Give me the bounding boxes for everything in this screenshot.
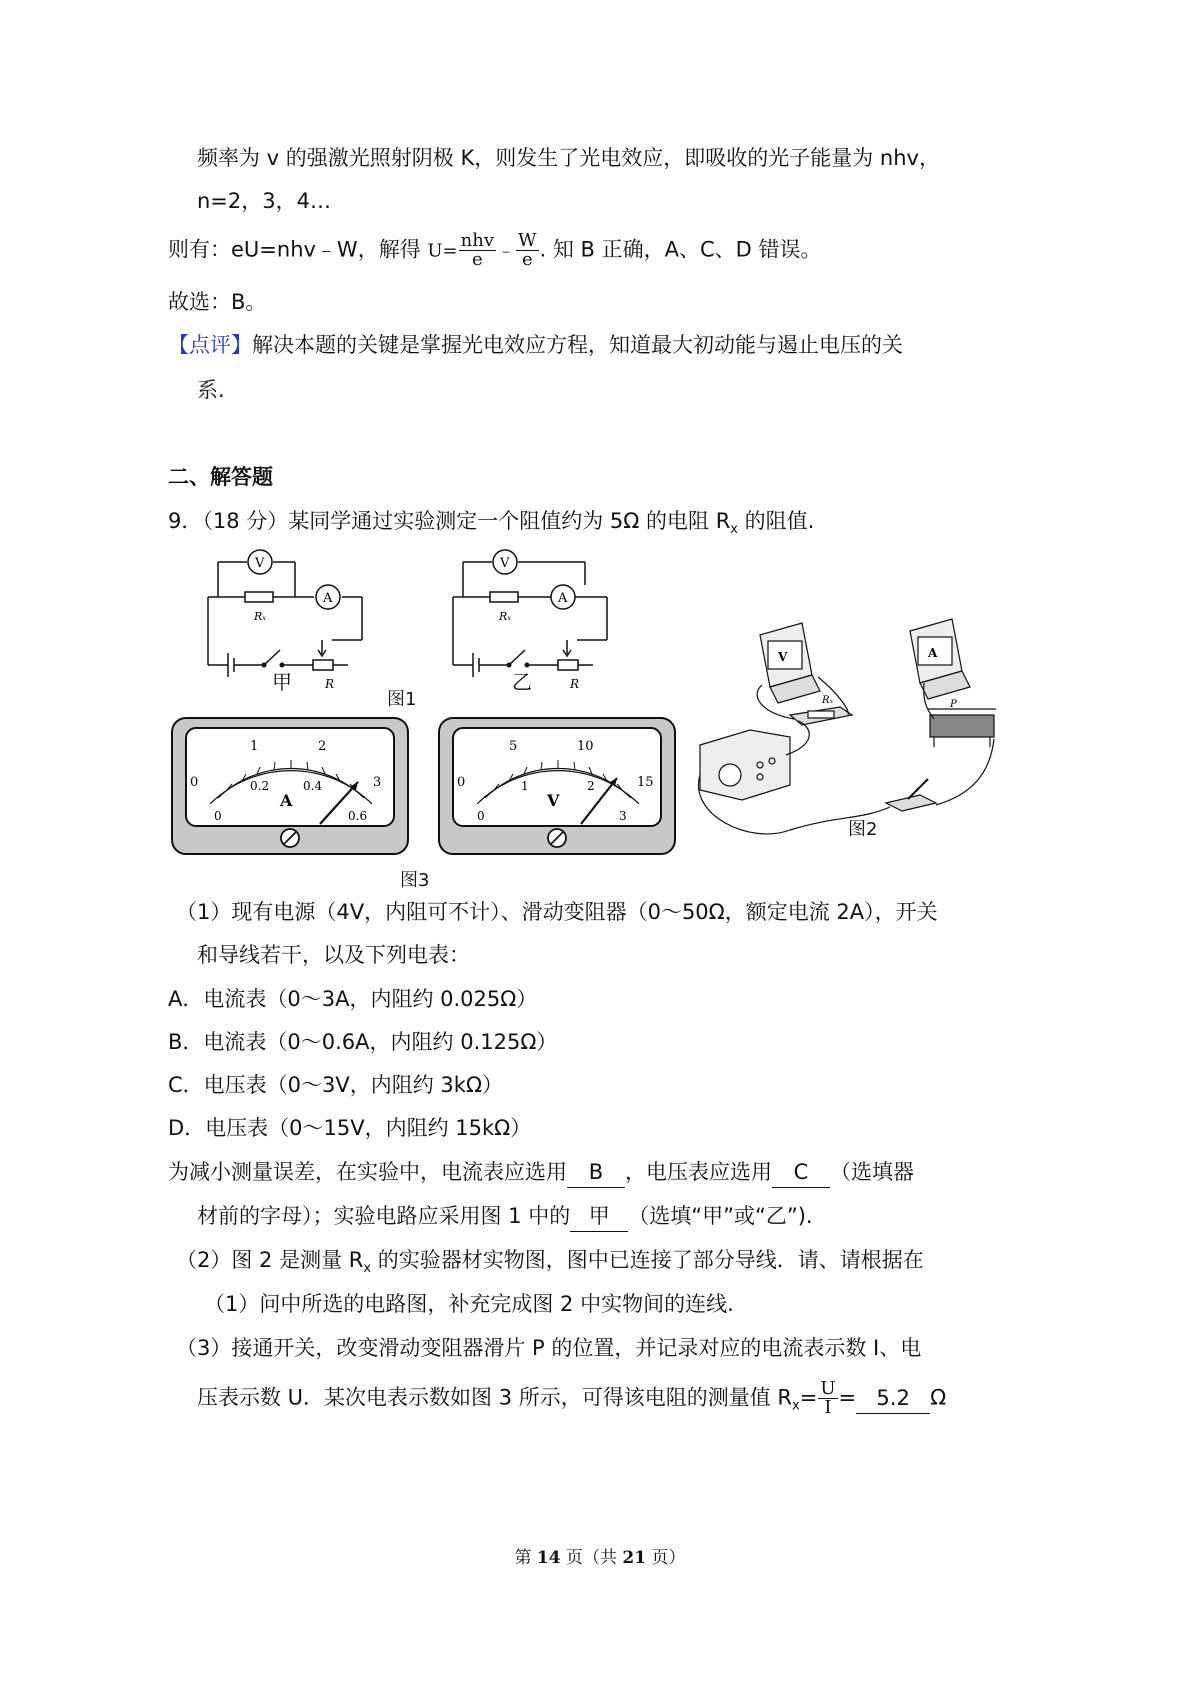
apparatus-resistor-label: Rₓ (822, 695, 834, 706)
text-line: （1）问中所选的电路图，补充完成图 2 中实物间的连线. (204, 1292, 734, 1316)
answer-blank: 甲 (570, 1201, 628, 1232)
comment-line (168, 330, 903, 360)
fraction-numerator: nhv (460, 230, 495, 251)
comment-line: 系. (197, 378, 225, 402)
ammeter-label: A (558, 591, 568, 606)
section-title: 二、解答题 (168, 465, 273, 489)
ammeter-top-tick: 1 (250, 739, 259, 754)
text-line: 频率为 v 的强激光照射阴极 K，则发生了光电效应，即吸收的光子能量为 nhv， (197, 146, 940, 170)
voltmeter-top-tick: 15 (637, 775, 654, 790)
ammeter-bottom-tick: 0 (214, 809, 222, 823)
rheostat-label: R (570, 677, 580, 690)
fraction (516, 232, 539, 269)
ammeter-bottom-tick: 0.4 (303, 779, 323, 793)
ammeter-symbol: A (280, 791, 293, 810)
formula-line (197, 1380, 946, 1422)
ammeter-top-tick: 2 (318, 739, 327, 754)
text-span: 的实验器材实物图，图中已连接了部分导线．请、请根据在 (371, 1248, 924, 1272)
text-span: 材前的字母）；实验电路应采用图 1 中的 (197, 1204, 571, 1228)
option-a: A．电流表（0～3A，内阻约 0.025Ω） (168, 987, 538, 1011)
option-c: C．电压表（0～3V，内阻约 3kΩ） (168, 1073, 503, 1097)
text-span: （选填“甲”或“乙”). (628, 1204, 813, 1228)
fraction-denominator: e (521, 249, 533, 270)
figure-1-caption: 图1 (387, 689, 417, 710)
figure-2-caption: 图2 (848, 819, 878, 840)
formula-line (168, 232, 822, 269)
comment-tag: 【点评】 (168, 333, 252, 357)
text-line: n=2，3，4… (197, 189, 331, 213)
minus-sign: ﹣ (497, 240, 516, 262)
footer-text: 页） (646, 1548, 686, 1568)
answer-blank: 5.2 (856, 1383, 930, 1414)
ammeter-top-tick: 3 (373, 775, 382, 790)
ammeter-bottom-tick: 0.2 (250, 779, 270, 793)
formula-u: U= (427, 240, 458, 262)
text-span: . 知 B 正确，A、C、D 错误。 (539, 237, 822, 262)
figure-3-caption: 图3 (400, 870, 430, 891)
ammeter-dial (170, 716, 410, 860)
voltmeter-top-tick: 0 (457, 775, 466, 790)
voltmeter-bottom-tick: 1 (521, 779, 529, 793)
footer-text: 第 (514, 1548, 537, 1568)
option-d: D．电压表（0～15V，内阻约 15kΩ） (168, 1116, 532, 1140)
page-footer (0, 1543, 1200, 1568)
voltmeter-top-tick: 10 (577, 739, 594, 754)
subscript: x (730, 522, 738, 538)
ammeter-bottom-tick: 0.6 (348, 809, 368, 823)
text-span: ，电压表应选用 (625, 1160, 772, 1184)
resistor-label: Rₓ (499, 610, 512, 623)
voltmeter-bottom-tick: 2 (587, 779, 595, 793)
text-line: （3）接通开关，改变滑动变阻器滑片 P 的位置，并记录对应的电流表示数 I、电 (176, 1336, 922, 1360)
ammeter-label: A (323, 591, 333, 606)
apparatus-ammeter-label: A (928, 646, 938, 660)
ammeter-top-tick: 0 (190, 775, 199, 790)
fill-line (197, 1201, 813, 1232)
text-span: （选填器 (830, 1160, 914, 1184)
fraction-numerator: U (820, 1378, 836, 1399)
text-span: 的阻值. (737, 509, 815, 533)
page-number: 14 (536, 1548, 561, 1568)
footer-text: 页（共 (560, 1548, 623, 1568)
equals-sign: = (838, 1385, 857, 1410)
text-span: 9．（18 分）某同学通过实验测定一个阻值约为 5Ω 的电阻 R (168, 509, 731, 533)
voltmeter-label: V (255, 556, 265, 571)
fraction-denominator: I (824, 1397, 832, 1418)
fraction (459, 232, 496, 269)
text-line (176, 1245, 924, 1284)
fraction (818, 1380, 837, 1417)
subscript: x (363, 1261, 372, 1277)
fraction-denominator: e (472, 249, 483, 270)
figure-1-circuit-yi (445, 540, 625, 694)
voltmeter-symbol: V (547, 791, 560, 810)
apparatus-slider-label: P (950, 699, 957, 710)
answer-blank: B (567, 1157, 625, 1188)
text-line: （1）现有电源（4V，内阻可不计）、滑动变阻器（0～50Ω，额定电流 2A），开关 (176, 900, 938, 924)
subscript: x (792, 1398, 800, 1414)
equals-sign: = (799, 1385, 818, 1410)
comment-text: 解决本题的关键是掌握光电效应方程，知道最大初动能与遏止电压的关 (252, 333, 903, 357)
voltmeter-bottom-tick: 0 (477, 809, 485, 823)
text-span: 压表示数 U．某次电表示数如图 3 所示，可得该电阻的测量值 R (197, 1385, 793, 1410)
apparatus-voltmeter-label: V (778, 650, 788, 664)
voltmeter-label: V (500, 556, 510, 571)
text-span: 则有：eU=nhv﹣W，解得 (168, 237, 421, 262)
text-line: 和导线若干，以及下列电表： (197, 943, 470, 967)
fill-line (168, 1157, 914, 1188)
text-span: （2）图 2 是测量 R (176, 1248, 364, 1272)
voltmeter-bottom-tick: 3 (619, 809, 627, 823)
circuit-label-jia: 甲 (272, 670, 292, 694)
total-pages: 21 (622, 1548, 647, 1568)
resistor-label: Rₓ (254, 610, 267, 623)
option-b: B．电流表（0～0.6A，内阻约 0.125Ω） (168, 1030, 558, 1054)
text-span: 为减小测量误差，在实验中，电流表应选用 (168, 1160, 567, 1184)
answer-line: 故选：B。 (168, 290, 267, 314)
unit: Ω (930, 1385, 947, 1410)
rheostat-label: R (325, 677, 335, 690)
voltmeter-top-tick: 5 (509, 739, 518, 754)
circuit-label-yi: 乙 (512, 670, 532, 694)
answer-blank: C (772, 1157, 830, 1188)
fraction-numerator: W (518, 230, 537, 251)
voltmeter-dial (437, 716, 677, 860)
